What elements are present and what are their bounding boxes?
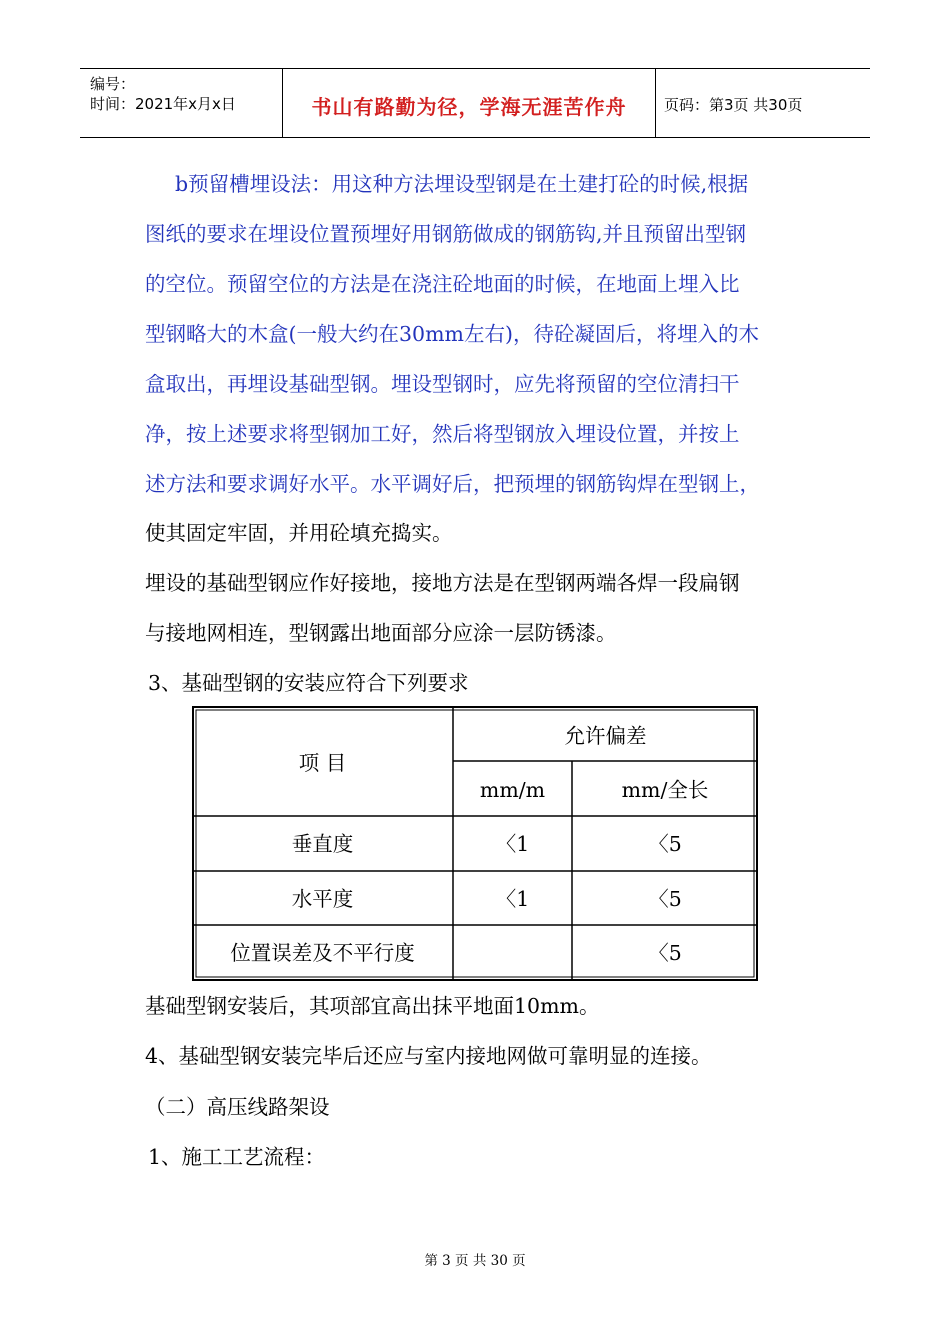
paragraph-line: 述方法和要求调好水平。水平调好后，把预埋的钢筋钩焊在型钢上，: [145, 472, 760, 496]
page-header: [80, 68, 870, 138]
tolerance-table: [192, 706, 758, 981]
header-right-cell: [656, 69, 870, 137]
paragraph-line: b预留槽埋设法：用这种方法埋设型钢是在土建打砼的时候,根据: [175, 172, 749, 196]
mm-per-m-header: mm/m: [479, 778, 546, 802]
motto: 书山有路勤为径，学海无涯苦作舟: [311, 95, 627, 119]
table-row-value: 〈5: [648, 832, 682, 856]
paragraph-line: 型钢略大的木盒(一般大约在30mm左右)，待砼凝固后，将埋入的木: [145, 322, 759, 346]
tolerance-header: 允许偏差: [564, 724, 647, 748]
section-heading: 3、基础型钢的安装应符合下列要求: [148, 671, 469, 695]
paragraph-line: 盒取出，再埋设基础型钢。埋设型钢时，应先将预留的空位清扫干: [145, 372, 740, 396]
paragraph-line: 净，按上述要求将型钢加工好，然后将型钢放入埋设位置，并按上: [145, 422, 740, 446]
paragraph-line: 图纸的要求在埋设位置预埋好用钢筋做成的钢筋钩,并且预留出型钢: [145, 222, 747, 246]
header-center-cell: [283, 69, 656, 137]
paragraph-line: 基础型钢安装后，其项部宜高出抹平地面10mm。: [145, 994, 600, 1018]
page-footer: 第 3 页 共 30 页: [424, 1253, 526, 1269]
table-row-item: 垂直度: [291, 832, 354, 856]
time-label: 时间：2021年x月x日: [90, 95, 236, 113]
mm-full-length-header: mm/全长: [621, 778, 709, 802]
paragraph-line: 的空位。预留空位的方法是在浇注砼地面的时候，在地面上埋入比: [145, 272, 740, 296]
header-left-cell: [80, 69, 283, 137]
table-row-value: 〈5: [648, 941, 682, 965]
number-label: 编号：: [90, 75, 136, 93]
section-heading: （二）高压线路架设: [145, 1095, 330, 1119]
item-header: 项 目: [298, 751, 347, 775]
paragraph-line: 与接地网相连，型钢露出地面部分应涂一层防锈漆。: [145, 621, 617, 645]
page-info: 页码：第3页 共30页: [664, 96, 803, 114]
paragraph-line: 4、基础型钢安装完毕后还应与室内接地网做可靠明显的连接。: [145, 1044, 712, 1068]
table-row-value: 〈1: [495, 832, 530, 856]
table-row-value: 〈5: [648, 887, 682, 911]
paragraph-line: 埋设的基础型钢应作好接地，接地方法是在型钢两端各焊一段扁钢: [145, 571, 740, 595]
paragraph-line: 使其固定牢固，并用砼填充捣实。: [145, 521, 453, 545]
table-row-item: 位置误差及不平行度: [230, 941, 415, 965]
section-heading: 1、施工工艺流程：: [148, 1145, 326, 1169]
table-row-item: 水平度: [291, 887, 354, 911]
table-row-value: 〈1: [495, 887, 530, 911]
